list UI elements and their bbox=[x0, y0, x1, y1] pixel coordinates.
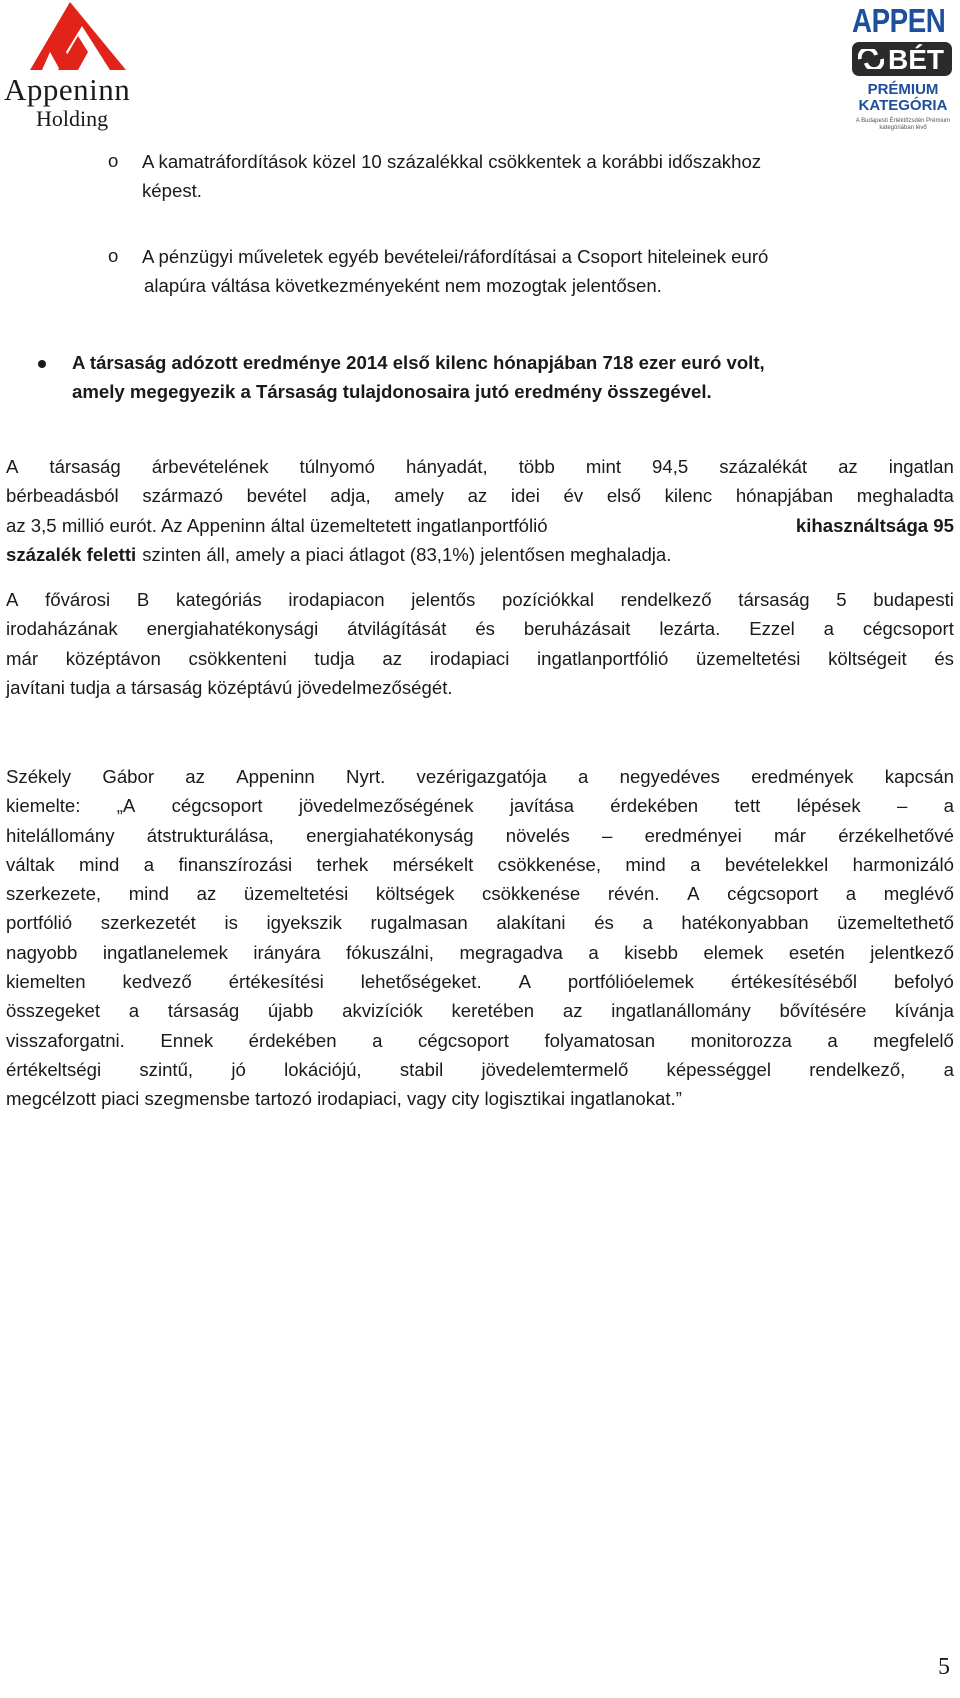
appeninn-mountain-icon bbox=[30, 2, 126, 72]
word: is bbox=[224, 912, 238, 934]
word: jelentkező bbox=[870, 941, 954, 963]
word: A bbox=[687, 883, 700, 905]
word: a bbox=[845, 883, 857, 905]
word: mint bbox=[585, 456, 622, 477]
paragraph-line bbox=[6, 996, 954, 1025]
word: az bbox=[467, 485, 488, 507]
word: az bbox=[382, 647, 403, 669]
word: meglévő bbox=[883, 883, 954, 905]
word: az bbox=[562, 1000, 583, 1022]
word: irányára bbox=[253, 941, 321, 963]
word: igyekszik bbox=[266, 912, 342, 934]
word: irodapiacon bbox=[288, 589, 385, 610]
bullet-dot bbox=[38, 360, 46, 368]
paragraph-ceo-quote bbox=[6, 762, 954, 1114]
word: váltak bbox=[6, 853, 55, 875]
word: értékesítéséből bbox=[730, 971, 858, 993]
bet-premium-logo bbox=[846, 2, 958, 136]
word: a bbox=[943, 795, 954, 817]
paragraph-line bbox=[6, 879, 954, 908]
word: megragadva bbox=[459, 941, 563, 963]
word: budapesti bbox=[873, 589, 954, 610]
word: monitorozza bbox=[690, 1029, 792, 1051]
paragraph-line bbox=[6, 938, 954, 967]
paragraph-line bbox=[6, 908, 954, 937]
word: költségek bbox=[375, 883, 455, 905]
word: üzemeltetési bbox=[243, 883, 349, 905]
logo-subtitle: Holding bbox=[36, 106, 109, 131]
word: hitelállomány bbox=[6, 824, 115, 846]
word: harmonizáló bbox=[852, 853, 954, 875]
word: társaság bbox=[49, 456, 121, 477]
list-item-line: alapúra váltása következményeként nem mozogtak jelentősen. bbox=[144, 275, 662, 296]
sub-bullet-marker: o bbox=[108, 150, 119, 171]
paragraph-line bbox=[6, 614, 954, 643]
paragraph-line bbox=[6, 1055, 954, 1084]
word: Ezzel bbox=[749, 618, 795, 640]
word: szerkezete, bbox=[6, 883, 102, 905]
word: irodapiaci bbox=[429, 647, 510, 669]
word: már bbox=[773, 824, 806, 846]
word: árbevételének bbox=[151, 456, 269, 477]
paragraph-line bbox=[6, 850, 954, 879]
word: csökkenteni bbox=[188, 647, 287, 669]
kategoria-label: KATEGÓRIA bbox=[858, 97, 948, 114]
word: költségeit bbox=[828, 647, 907, 669]
word: fővárosi bbox=[45, 589, 111, 610]
word: lokációjú, bbox=[284, 1058, 362, 1080]
word: kisebb bbox=[624, 941, 678, 963]
premium-label: PRÉMIUM bbox=[867, 81, 939, 98]
word: bevételekkel bbox=[724, 853, 829, 875]
bet-label: BÉT bbox=[888, 44, 944, 75]
paragraph-revenue bbox=[6, 452, 954, 569]
word: negyedéves bbox=[619, 766, 720, 787]
word: társaság bbox=[167, 1000, 240, 1022]
word: nagyobb bbox=[6, 941, 78, 963]
word: bevétel bbox=[246, 485, 307, 507]
word: üzemeltethető bbox=[837, 912, 954, 934]
sub-bullet-marker: o bbox=[108, 245, 119, 266]
word: A bbox=[6, 456, 19, 477]
premium-category-label bbox=[852, 82, 954, 114]
word: révén. bbox=[607, 883, 660, 905]
word: kiemelten bbox=[6, 971, 86, 993]
word: szintű, bbox=[139, 1058, 194, 1080]
word: a bbox=[943, 1058, 954, 1080]
word: Ennek bbox=[160, 1029, 214, 1051]
word: B bbox=[136, 589, 150, 610]
word: érdekében bbox=[610, 795, 699, 817]
word: lépések bbox=[796, 795, 861, 817]
word: cégcsoport bbox=[171, 795, 263, 817]
word: összegeket bbox=[6, 1000, 101, 1022]
word: A bbox=[6, 589, 19, 610]
list-item-line: A pénzügyi műveletek egyéb bevételei/ráfordításai a Csoport hiteleinek euró bbox=[142, 246, 769, 267]
word: fókuszálni, bbox=[346, 941, 434, 963]
appen-wordmark: APPEN bbox=[852, 2, 946, 39]
word: rendelkező bbox=[620, 589, 712, 610]
bet-mark-icon bbox=[858, 49, 884, 69]
list-item-line: A társaság adózott eredménye 2014 első kilenc hónapjában 718 ezer euró volt, bbox=[72, 352, 765, 373]
word: bővítésére bbox=[779, 1000, 867, 1022]
word: – bbox=[602, 824, 613, 846]
word: származó bbox=[142, 485, 223, 507]
word: képességgel bbox=[666, 1058, 771, 1080]
word: az bbox=[838, 456, 858, 477]
word: már bbox=[6, 647, 39, 669]
word: tudja bbox=[314, 647, 355, 669]
paragraph-line bbox=[6, 821, 954, 850]
word: a bbox=[690, 853, 701, 875]
text: javítani tudja a társaság középtávú jövedelmezőségét. bbox=[6, 676, 453, 698]
word: alakítani bbox=[496, 912, 566, 934]
word: finanszírozási bbox=[178, 853, 293, 875]
word: százalékát bbox=[719, 456, 808, 477]
word: Nyrt. bbox=[346, 766, 386, 787]
word: csökkenése bbox=[482, 883, 581, 905]
word: bérbeadásból bbox=[6, 485, 119, 507]
word: energiahatékonysági bbox=[146, 618, 319, 640]
word: kedvező bbox=[122, 971, 192, 993]
list-item-line: képest. bbox=[142, 180, 202, 201]
word: érdekében bbox=[248, 1029, 337, 1051]
word: mérsékelt bbox=[392, 853, 474, 875]
word: a bbox=[823, 618, 834, 640]
word: jövedelemtermelő bbox=[481, 1058, 629, 1080]
paragraph-line bbox=[6, 791, 954, 820]
word: akvizíciók bbox=[342, 1000, 423, 1022]
word: 94,5 bbox=[652, 456, 689, 477]
word: ingatlanállomány bbox=[611, 1000, 751, 1022]
word: „A bbox=[116, 795, 136, 817]
word: 5 bbox=[836, 589, 847, 610]
word: mind bbox=[128, 883, 169, 905]
word: a bbox=[143, 853, 155, 875]
word: középtávon bbox=[65, 647, 161, 669]
word: terhek bbox=[316, 853, 369, 875]
paragraph-line bbox=[6, 967, 954, 996]
text: megcélzott piaci szegmensbe tartozó irodapiaci, vagy city logisztikai ingatlanokat.” bbox=[6, 1088, 682, 1110]
word: befolyó bbox=[893, 971, 954, 993]
paragraph-line bbox=[6, 511, 954, 540]
page-number: 5 bbox=[938, 1654, 950, 1680]
word: kiemelte: bbox=[6, 795, 81, 817]
word: üzemeltetési bbox=[696, 647, 801, 669]
word: társaság bbox=[738, 589, 810, 610]
word: irodaházának bbox=[6, 618, 118, 640]
paragraph-line bbox=[6, 585, 954, 614]
word: pozíciókkal bbox=[501, 589, 594, 610]
word: cégcsoport bbox=[417, 1029, 509, 1051]
logo-tagline: A Budapesti Értéktőzsdén Prémium kategóriában lévő bbox=[855, 118, 951, 131]
text: szinten áll, amely a piaci átlagot (83,1%) jelentősen meghaladja. bbox=[142, 543, 672, 565]
word: visszaforgatni. bbox=[6, 1029, 125, 1051]
word: eredmények bbox=[751, 766, 854, 787]
word: tett bbox=[734, 795, 761, 817]
word: rugalmasan bbox=[370, 912, 468, 934]
word: mind bbox=[625, 853, 666, 875]
word: kapcsán bbox=[884, 766, 954, 787]
word: lehetőségeket. bbox=[360, 971, 482, 993]
word: újabb bbox=[267, 1000, 314, 1022]
word: cégcsoport bbox=[727, 883, 819, 905]
word: jövedelmezőségének bbox=[298, 795, 474, 817]
appeninn-holding-logo bbox=[0, 0, 160, 138]
word: és bbox=[934, 647, 954, 669]
word: szerkezetét bbox=[100, 912, 196, 934]
word: a bbox=[588, 941, 599, 963]
word: javítása bbox=[509, 795, 574, 817]
word: értékesítési bbox=[228, 971, 324, 993]
word: átvilágítását bbox=[347, 618, 447, 640]
word: átstrukturálása, bbox=[146, 824, 274, 846]
word: vezérigazgatója bbox=[416, 766, 547, 787]
word: a bbox=[642, 912, 653, 934]
word: – bbox=[896, 795, 908, 817]
word: kívánja bbox=[895, 1000, 954, 1022]
bold-text: kihasználtsága 95 bbox=[795, 514, 954, 536]
word: megfelelő bbox=[873, 1029, 954, 1051]
word: a bbox=[827, 1029, 838, 1051]
word: stabil bbox=[399, 1058, 444, 1080]
word: cégcsoport bbox=[862, 618, 954, 640]
word: hányadát, bbox=[406, 456, 488, 477]
word: A bbox=[518, 971, 531, 993]
word: az bbox=[196, 883, 217, 905]
word: portfólióelemek bbox=[567, 971, 694, 993]
logo-name: Appeninn bbox=[4, 72, 131, 107]
text: az 3,5 millió eurót. Az Appeninn által üzemeltetett ingatlanportfólió bbox=[6, 514, 548, 536]
word: idei bbox=[510, 485, 540, 507]
word: a bbox=[372, 1029, 383, 1051]
word: rendelkező, bbox=[809, 1058, 906, 1080]
word: a bbox=[578, 766, 589, 787]
word: amely bbox=[394, 485, 444, 507]
paragraph-line bbox=[6, 540, 954, 569]
word: jelentős bbox=[411, 589, 476, 610]
word: beruházásait bbox=[523, 618, 631, 640]
word: csökkenése, bbox=[497, 853, 602, 875]
word: a bbox=[128, 1000, 140, 1022]
paragraph-line bbox=[6, 762, 954, 791]
word: energiahatékonyság bbox=[306, 824, 474, 846]
word: hatékonyabban bbox=[681, 912, 809, 934]
paragraph-line bbox=[6, 1026, 954, 1055]
word: kategóriás bbox=[175, 589, 262, 610]
word: és bbox=[594, 912, 614, 934]
word: lezárta. bbox=[659, 618, 721, 640]
word: portfólió bbox=[6, 912, 73, 934]
bold-text: százalék feletti bbox=[6, 543, 137, 565]
word: keretében bbox=[451, 1000, 535, 1022]
word: esetén bbox=[788, 941, 845, 963]
word: túlnyomó bbox=[299, 456, 375, 477]
word: mind bbox=[78, 853, 120, 875]
word: év bbox=[563, 485, 584, 507]
word: érzékelhetővé bbox=[838, 824, 954, 846]
word: jó bbox=[231, 1058, 246, 1080]
word: első bbox=[606, 485, 641, 507]
word: adja, bbox=[330, 485, 371, 507]
word: növelés bbox=[505, 824, 570, 846]
word: Gábor bbox=[102, 766, 155, 787]
list-item-line: A kamatráfordítások közel 10 százalékkal csökkentek a korábbi időszakhoz bbox=[142, 151, 762, 172]
paragraph-line bbox=[6, 1084, 954, 1113]
word: Székely bbox=[6, 766, 72, 787]
list-item-line: amely megegyezik a Társaság tulajdonosaira jutó eredmény összegével. bbox=[72, 381, 712, 402]
word: az bbox=[185, 766, 205, 787]
paragraph-line bbox=[6, 644, 954, 673]
word: eredményei bbox=[644, 824, 742, 846]
word: több bbox=[518, 456, 555, 477]
word: ingatlan bbox=[888, 456, 954, 477]
word: folyamatosan bbox=[544, 1029, 656, 1051]
word: ingatlanportfólió bbox=[537, 647, 669, 669]
paragraph-line bbox=[6, 673, 954, 702]
word: meghaladta bbox=[856, 485, 954, 507]
word: értékeltségi bbox=[6, 1058, 102, 1080]
paragraph-energy bbox=[6, 585, 954, 702]
bet-badge bbox=[852, 42, 952, 76]
word: elemek bbox=[703, 941, 764, 963]
word: kilenc bbox=[664, 485, 713, 507]
word: és bbox=[475, 618, 495, 640]
word: ingatlanelemek bbox=[102, 941, 228, 963]
word: hónapjában bbox=[735, 485, 834, 507]
paragraph-line bbox=[6, 452, 954, 481]
word: Appeninn bbox=[236, 766, 315, 787]
paragraph-line bbox=[6, 481, 954, 510]
